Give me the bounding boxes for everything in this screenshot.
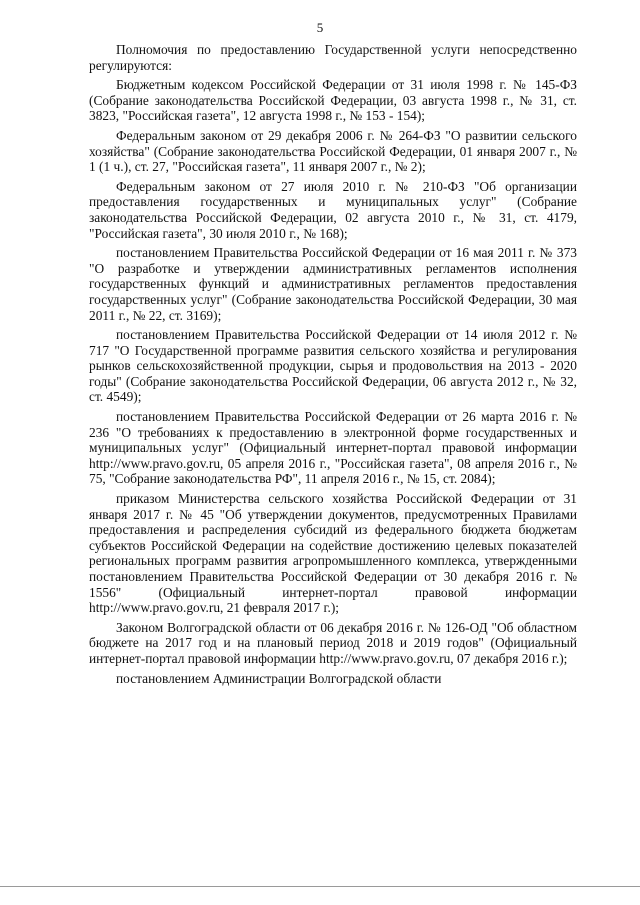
law-210-fz-paragraph: Федеральным законом от 27 июля 2010 г. № 210-ФЗ "Об организации предоставления государственных и муниципальных услуг" (Собрание законодательства Российской Федерации, 02 августа 2010 г., № 31, ст. 4179, "Российская газета", 30 июля 2010 г., № 168); [89, 178, 577, 241]
resolution-236-paragraph: постановлением Правительства Российской Федерации от 26 марта 2016 г. № 236 "О требованиях к предоставлению в электронной форме государственных и муниципальных услуг" (Официальный интернет-портал правовой информации http://www.pravo.gov.ru, 05 апреля 2016 г., "Российская газета", 08 апреля 2016 г., № 75, "Собрание законодательства РФ", 11 апреля 2016 г., № 15, ст. 2084); [89, 409, 577, 487]
budget-code-paragraph: Бюджетным кодексом Российской Федерации от 31 июля 1998 г. № 145-ФЗ (Собрание законодательства Российской Федерации, 03 августа 1998 г., № 31, ст. 3823, "Российская газета", 12 августа 1998 г., № 153 - 154); [89, 77, 577, 124]
intro-paragraph: Полномочия по предоставлению Государственной услуги непосредственно регулируются: [89, 42, 577, 73]
resolution-373-paragraph: постановлением Правительства Российской Федерации от 16 мая 2011 г. № 373 "О разработке и утверждении административных регламентов исполнения государственных функций и административных регламентов предоставления государственных услуг" (Собрание законодательства Российской Федерации, 30 мая 2011 г., № 22, ст. 3169); [89, 245, 577, 323]
page-bottom-rule [0, 886, 640, 887]
administration-resolution-paragraph: постановлением Администрации Волгоградской области [116, 670, 442, 686]
page-number: 5 [316, 20, 324, 35]
order-45-paragraph: приказом Министерства сельского хозяйства Российской Федерации от 31 января 2017 г. № 45 "Об утверждении документов, предусмотренных Правилами предоставления и распределения субсидий из федерального бюджета бюджетам субъектов Российской Федерации на содействие достижению целевых показателей региональных программ развития агропромышленного комплекса, утвержденными постановлением Правительства Российской Федерации от 30 декабря 2016 г. № 1556" (Официальный интернет-портал правовой информации http://www.pravo.gov.ru, 21 февраля 2017 г.); [89, 491, 577, 616]
document-body [89, 42, 577, 690]
regional-law-126-od-paragraph: Законом Волгоградской области от 06 декабря 2016 г. № 126-ОД "Об областном бюджете на 2017 год и на плановый период 2018 и 2019 годов" (Официальный интернет-портал правовой информации http://www.pravo.gov.ru, 07 декабря 2016 г.); [89, 619, 577, 666]
resolution-717-paragraph: постановлением Правительства Российской Федерации от 14 июля 2012 г. № 717 "О Государственной программе развития сельского хозяйства и регулирования рынков сельскохозяйственной продукции, сырья и продовольствия на 2013 - 2020 годы" (Собрание законодательства Российской Федерации, 06 августа 2012 г., № 32, ст. 4549); [89, 327, 577, 405]
law-264-fz-paragraph: Федеральным законом от 29 декабря 2006 г. № 264-ФЗ "О развитии сельского хозяйства" (Собрание законодательства Российской Федерации, 01 января 2007 г., № 1 (1 ч.), ст. 27, "Российская газета", 11 января 2007 г., № 2); [89, 127, 577, 175]
